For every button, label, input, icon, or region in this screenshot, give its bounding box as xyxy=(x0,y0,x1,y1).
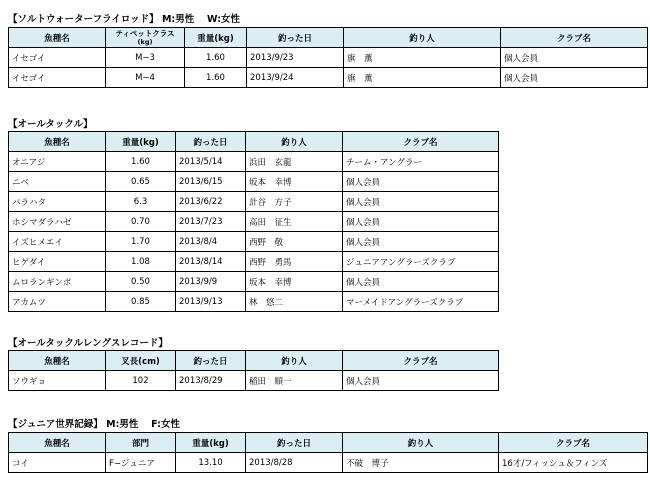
cell-angler: 坂本 幸博 xyxy=(246,272,343,292)
cell-weight: 1.60 xyxy=(185,48,247,68)
cell-club: マーメイドアングラーズクラブ xyxy=(343,292,499,312)
cell-fish: イセゴイ xyxy=(9,68,106,88)
cell-fish: オニアジ xyxy=(9,152,106,172)
cell-club: チーム・アングラー xyxy=(343,152,499,172)
cell-angler: 旗 薫 xyxy=(344,48,501,68)
cell-date: 2013/7/23 xyxy=(176,212,246,232)
header-angler: 釣り人 xyxy=(246,351,343,371)
header-angler: 釣り人 xyxy=(246,132,343,152)
header-club: クラブ名 xyxy=(499,433,648,453)
header-fish-name: 魚種名 xyxy=(9,433,106,453)
cell-weight: 0.85 xyxy=(106,292,176,312)
header-row xyxy=(9,351,499,371)
cell-date: 2013/5/14 xyxy=(176,152,246,172)
table-row xyxy=(9,68,648,88)
section-title-length-record: 【オールタックルレングスレコード】 xyxy=(8,338,168,349)
section-title-junior-record: 【ジュニア世界記録】 M:男性 F:女性 xyxy=(8,419,180,430)
cell-category: F−ジュニア xyxy=(106,453,176,473)
header-row xyxy=(9,28,648,48)
cell-weight: 0.50 xyxy=(106,272,176,292)
cell-club: 個人会員 xyxy=(343,232,499,252)
cell-weight: 0.70 xyxy=(106,212,176,232)
cell-fish: ヒゲダイ xyxy=(9,252,106,272)
header-angler: 釣り人 xyxy=(344,28,501,48)
cell-weight: 1.70 xyxy=(106,232,176,252)
cell-club: 個人会員 xyxy=(343,371,499,391)
table-row xyxy=(9,48,648,68)
cell-angler: 高田 征生 xyxy=(246,212,343,232)
header-tippet-unit: (kg) xyxy=(137,37,153,46)
header-fish-name: 魚種名 xyxy=(9,351,106,371)
saltwater-fly-table xyxy=(8,27,648,88)
header-weight: 重量(kg) xyxy=(176,433,246,453)
cell-club: 個人会員 xyxy=(343,212,499,232)
cell-weight: 0.65 xyxy=(106,172,176,192)
cell-angler: 西野 勇馬 xyxy=(246,252,343,272)
cell-fish: コイ xyxy=(9,453,106,473)
header-club: クラブ名 xyxy=(343,351,499,371)
cell-angler: 稲田 順一 xyxy=(246,371,343,391)
cell-fish: ムロランギンポ xyxy=(9,272,106,292)
cell-date: 2013/6/15 xyxy=(176,172,246,192)
cell-club: 個人会員 xyxy=(343,272,499,292)
header-fish-name: 魚種名 xyxy=(9,132,106,152)
table-row xyxy=(9,371,499,391)
cell-angler: 計谷 方子 xyxy=(246,192,343,212)
cell-fish: イセゴイ xyxy=(9,48,106,68)
cell-weight: 1.60 xyxy=(185,68,247,88)
cell-angler: 西野 敬 xyxy=(246,232,343,252)
cell-fish: バラハタ xyxy=(9,192,106,212)
all-tackle-table xyxy=(8,131,499,312)
table-row xyxy=(9,152,499,172)
cell-fish: ニベ xyxy=(9,172,106,192)
cell-fish: イズヒメエイ xyxy=(9,232,106,252)
header-length: 叉長(cm) xyxy=(106,351,176,371)
cell-club: 16才/フィッシュ＆フィンズ xyxy=(499,453,648,473)
section-title-all-tackle: 【オールタックル】 xyxy=(8,119,93,130)
cell-weight: 6.3 xyxy=(106,192,176,212)
header-weight: 重量(kg) xyxy=(185,28,247,48)
cell-angler: 坂本 幸博 xyxy=(246,172,343,192)
cell-weight: 1.60 xyxy=(106,152,176,172)
header-row xyxy=(9,433,648,453)
header-date: 釣った日 xyxy=(246,433,343,453)
table-row xyxy=(9,232,499,252)
header-date: 釣った日 xyxy=(176,132,246,152)
cell-weight: 13.10 xyxy=(176,453,246,473)
header-fish-name: 魚種名 xyxy=(9,28,106,48)
cell-club: 個人会員 xyxy=(501,48,648,68)
cell-club: 個人会員 xyxy=(343,192,499,212)
length-record-table xyxy=(8,350,499,391)
cell-club: 個人会員 xyxy=(501,68,648,88)
cell-class: M−3 xyxy=(106,48,185,68)
header-category: 部門 xyxy=(106,433,176,453)
header-club: クラブ名 xyxy=(501,28,648,48)
cell-class: M−4 xyxy=(106,68,185,88)
cell-angler: 不破 博子 xyxy=(343,453,499,473)
header-club: クラブ名 xyxy=(343,132,499,152)
cell-date: 2013/9/9 xyxy=(176,272,246,292)
header-date: 釣った日 xyxy=(176,351,246,371)
cell-club: 個人会員 xyxy=(343,172,499,192)
cell-angler: 林 悠二 xyxy=(246,292,343,312)
cell-date: 2013/6/22 xyxy=(176,192,246,212)
header-tippet-label: ティペットクラス xyxy=(115,28,175,38)
cell-angler: 浜田 玄龍 xyxy=(246,152,343,172)
header-tippet-class xyxy=(106,28,185,48)
cell-angler: 旗 薫 xyxy=(344,68,501,88)
table-row xyxy=(9,272,499,292)
header-row xyxy=(9,132,499,152)
header-weight: 重量(kg) xyxy=(106,132,176,152)
table-row xyxy=(9,192,499,212)
cell-fish: アカムツ xyxy=(9,292,106,312)
cell-date: 2013/8/14 xyxy=(176,252,246,272)
table-row xyxy=(9,292,499,312)
cell-date: 2013/8/4 xyxy=(176,232,246,252)
cell-date: 2013/8/29 xyxy=(176,371,246,391)
header-angler: 釣り人 xyxy=(343,433,499,453)
cell-fish: ホシマダラハゼ xyxy=(9,212,106,232)
header-date: 釣った日 xyxy=(247,28,344,48)
table-row xyxy=(9,252,499,272)
cell-date: 2013/8/28 xyxy=(246,453,343,473)
cell-length: 102 xyxy=(106,371,176,391)
section-title-saltwater-fly: 【ソルトウォーターフライロッド】 M:男性 W:女性 xyxy=(8,14,241,25)
cell-club: ジュニアアングラーズクラブ xyxy=(343,252,499,272)
table-row xyxy=(9,453,648,473)
cell-date: 2013/9/13 xyxy=(176,292,246,312)
cell-weight: 1.08 xyxy=(106,252,176,272)
cell-date: 2013/9/24 xyxy=(247,68,344,88)
cell-fish: ソウギョ xyxy=(9,371,106,391)
table-row xyxy=(9,212,499,232)
junior-record-table xyxy=(8,432,648,473)
table-row xyxy=(9,172,499,192)
cell-date: 2013/9/23 xyxy=(247,48,344,68)
